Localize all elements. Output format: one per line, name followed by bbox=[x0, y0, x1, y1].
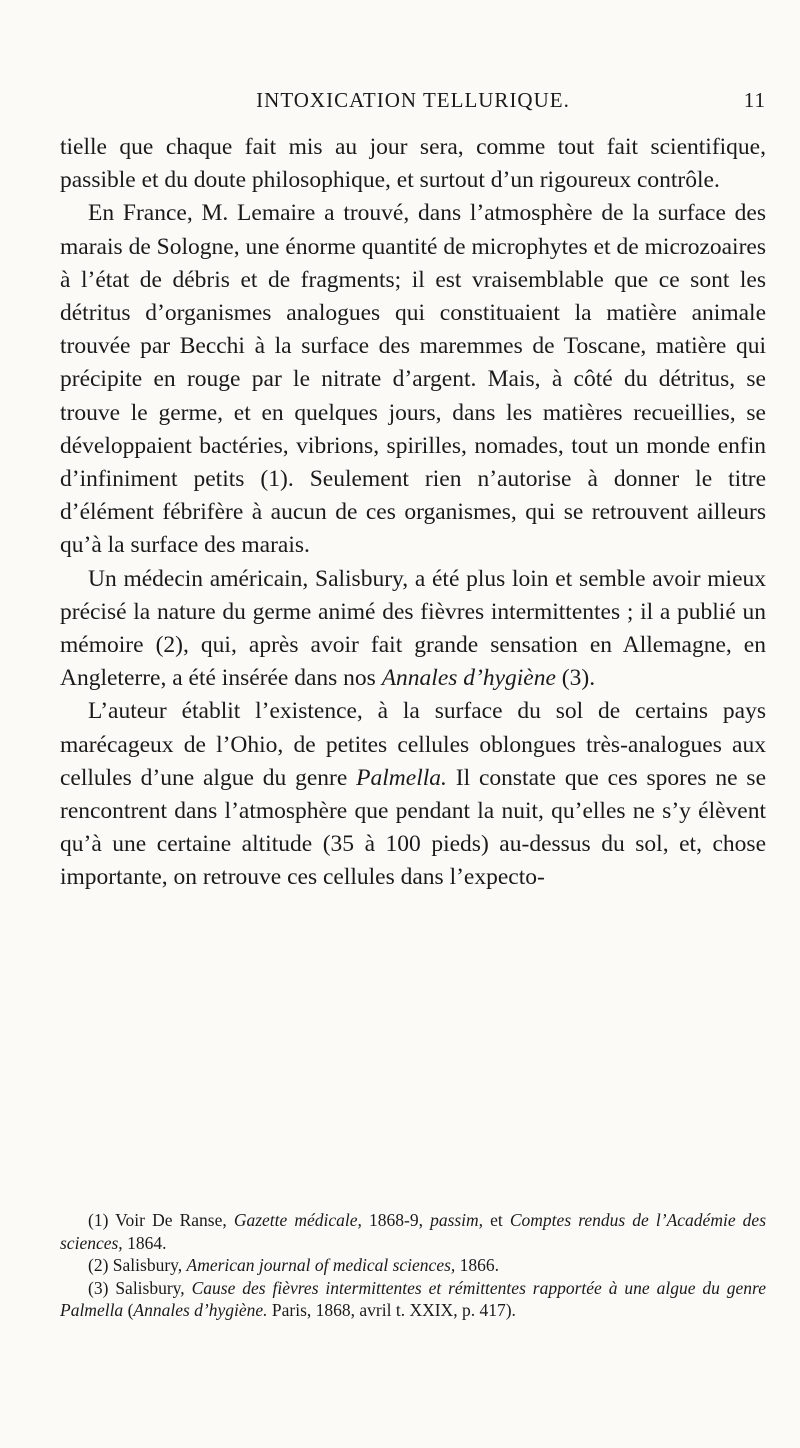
paragraph-text: tielle que chaque fait mis au jour sera, comme tout fait scientifique, passible et du doute philosophique, et surtout d’un rigoureux contrôle. bbox=[60, 134, 766, 194]
footnote-text: 1864. bbox=[122, 1232, 167, 1253]
footnote-number: (3) bbox=[88, 1277, 109, 1298]
paragraph-2 bbox=[60, 197, 766, 562]
footnote-italic: passim, bbox=[430, 1210, 484, 1230]
footnote-3 bbox=[60, 1277, 766, 1322]
footnote-text: ( bbox=[123, 1300, 134, 1320]
page-number: 11 bbox=[743, 88, 766, 112]
footnote-text: 1868-9, bbox=[361, 1210, 431, 1230]
footnotes bbox=[60, 1209, 766, 1322]
footnote-italic: Gazette médicale, bbox=[233, 1210, 362, 1230]
running-head bbox=[60, 88, 766, 118]
footnote-italic: Cause des fièvres intermittentes et rémittentes rapportée à une algue du genre Palmella bbox=[60, 1277, 766, 1320]
body-text bbox=[60, 131, 766, 895]
running-title: INTOXICATION TELLURIQUE. bbox=[256, 88, 570, 112]
footnote-text: Voir De Ranse, bbox=[108, 1210, 234, 1230]
paragraph-4 bbox=[60, 695, 766, 894]
footnote-text: Salisbury, bbox=[108, 1277, 192, 1298]
footnote-italic: Comptes rendus de l’Académie des sciences, bbox=[60, 1210, 767, 1253]
footnote-number: (1) bbox=[88, 1210, 109, 1230]
footnote-text: et bbox=[483, 1210, 510, 1230]
footnote-number: (2) bbox=[88, 1255, 109, 1275]
footnote-text: Paris, 1868, avril t. XXIX, p. 417). bbox=[267, 1300, 516, 1320]
footnote-italic: American journal of medical sciences, bbox=[186, 1255, 456, 1275]
footnote-text: Salisbury, bbox=[108, 1255, 187, 1275]
paragraph-text: En France, M. Lemaire a trouvé, dans l’atmosphère de la surface des marais de Sologne, une énorme quantité de microphytes et de microzoaires à l’état de débris et de fragments; il est vraisemblable que ce sont les détritus d’organismes analogues qui constituaient la matière animale trouvée par Becchi à la surface des maremmes de Toscane, matière qui précipite en rouge par le nitrate d’argent. Mais, à côté du détritus, se trouve le germe, et en quelques jours, dans les matières recueillies, se développaient bactéries, vibrions, spirilles, nomades, tout un monde enfin d’infiniment petits (1). Seulement rien n’autorise à donner le titre d’élément fébrifère à aucun de ces organismes, qui se retrouvent ailleurs qu’à la surface des marais. bbox=[60, 200, 766, 559]
paragraph-text: Un médecin américain, Salisbury, a été plus loin et semble avoir mieux précisé la nature du germe animé des fièvres intermittentes ; il a publié un mémoire (2), qui, après avoir fait grande sensation en Allemagne, en Angleterre, a été insérée dans nos bbox=[60, 565, 766, 692]
genus-name: Palmella. bbox=[356, 764, 447, 791]
footnote-2 bbox=[60, 1254, 766, 1277]
paragraph-text: L’auteur établit l’existence, à la surface du sol de certains pays marécageux de l’Ohio, de petites cellules oblongues très-analogues aux cellules d’une algue du genre bbox=[60, 698, 766, 791]
paragraph-text: Il constate que ces spores ne se rencontrent dans l’atmosphère que pendant la nuit, qu’elles ne s’y élèvent qu’à une certaine altitude (35 à 100 pieds) au-dessus du sol, et, chose importante, on retrouve ces cellules dans l’expecto- bbox=[60, 764, 767, 891]
footnote-text: 1866. bbox=[455, 1255, 500, 1275]
paragraph-3 bbox=[60, 563, 766, 696]
footnote-1 bbox=[60, 1209, 766, 1254]
paragraph-1 bbox=[60, 131, 766, 197]
footnote-italic: Annales d’hygiène. bbox=[133, 1300, 268, 1320]
paragraph-text: (3). bbox=[555, 665, 596, 692]
journal-title: Annales d’hygiène bbox=[381, 665, 556, 692]
